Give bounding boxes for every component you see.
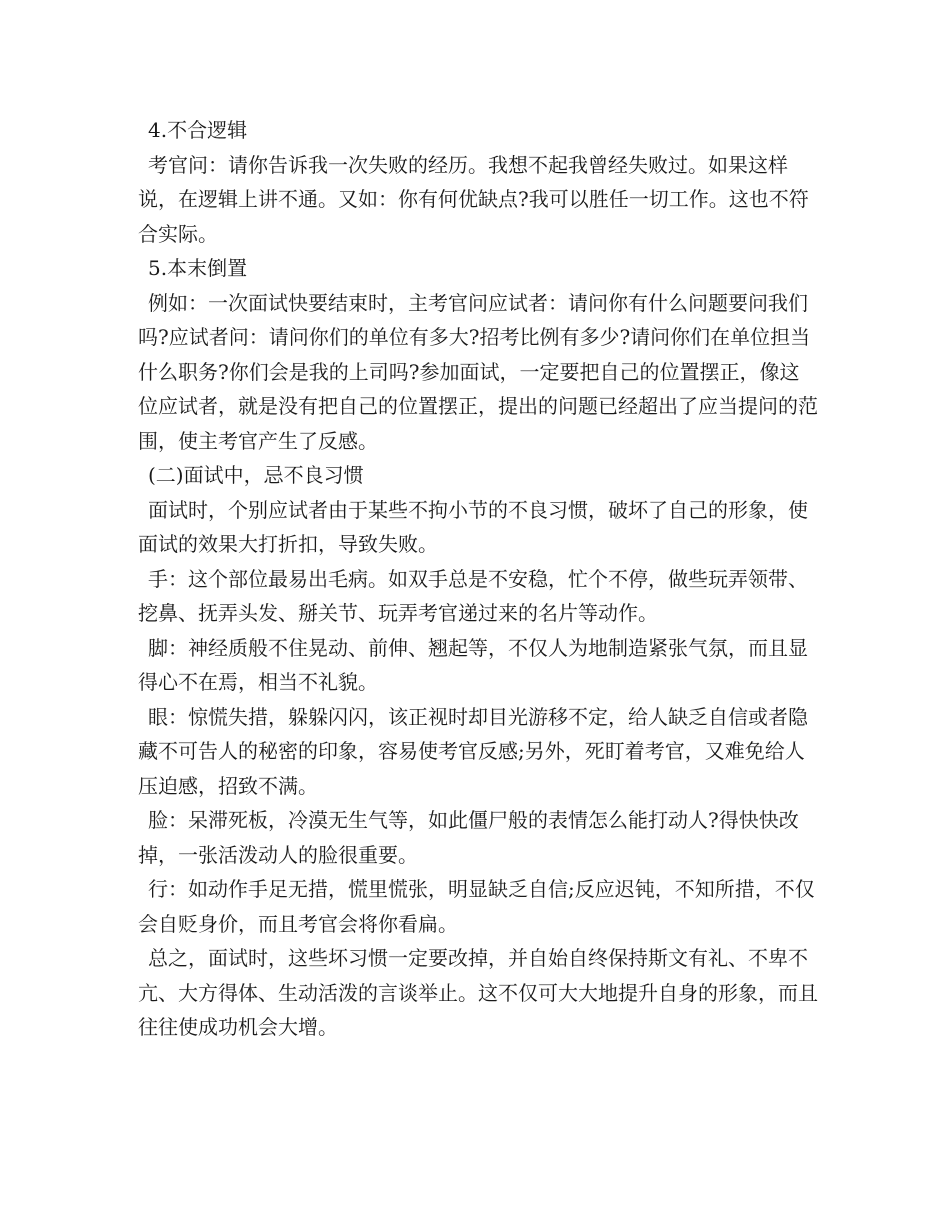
- heading-illogical: 4.不合逻辑: [148, 118, 248, 142]
- paragraph-bad-habits-intro: 面试时，个别应试者由于某些不拘小节的不良习惯，破坏了自己的形象，使面试的效果大打折扣，导致失败。: [138, 497, 808, 556]
- paragraph-feet: 脚：神经质般不住晃动、前伸、翘起等，不仅人为地制造紧张气氛，而且显得心不在焉，相当不礼貌。: [138, 635, 808, 694]
- document-body: [138, 113, 818, 1045]
- paragraph-face: 脸：呆滞死板，冷漠无生气等，如此僵尸般的表情怎么能打动人?得快快改掉，一张活泼动人的脸很重要。: [138, 808, 799, 867]
- paragraph-conclusion: 总之，面试时，这些坏习惯一定要改掉，并自始自终保持斯文有礼、不卑不亢、大方得体、生动活泼的言谈举止。这不仅可大大地提升自身的形象，而且往往使成功机会大增。: [138, 946, 818, 1039]
- heading-priorities-reversed: 5.本末倒置: [148, 256, 248, 280]
- paragraph-hands: 手：这个部位最易出毛病。如双手总是不安稳，忙个不停，做些玩弄领带、挖鼻、抚弄头发、掰关节、玩弄考官递过来的名片等动作。: [138, 566, 808, 625]
- paragraph-actions: 行：如动作手足无措，慌里慌张，明显缺乏自信;反应迟钝，不知所措，不仅会自贬身价，而且考官会将你看扁。: [138, 877, 815, 936]
- heading-bad-habits: (二)面试中，忌不良习惯: [148, 463, 364, 487]
- paragraph-illogical-example: 考官问：请你告诉我一次失败的经历。我想不起我曾经失败过。如果这样说，在逻辑上讲不通。又如：你有何优缺点?我可以胜任一切工作。这也不符合实际。: [138, 152, 809, 246]
- paragraph-eyes: 眼：惊慌失措，躲躲闪闪，该正视时却目光游移不定，给人缺乏自信或者隐藏不可告人的秘密的印象，容易使考官反感;另外，死盯着考官，又难免给人压迫感，招致不满。: [138, 704, 808, 798]
- paragraph-priorities-example: 例如：一次面试快要结束时，主考官问应试者：请问你有什么问题要问我们吗?应试者问：请问你们的单位有多大?招考比例有多少?请问你们在单位担当什么职务?你们会是我的上司吗?参加面试，一定要把自己的位置摆正，像这位应试者，就是没有把自己的位置摆正，提出的问题已经超出了应当提问的范围，使主考官产生了反感。: [138, 290, 818, 453]
